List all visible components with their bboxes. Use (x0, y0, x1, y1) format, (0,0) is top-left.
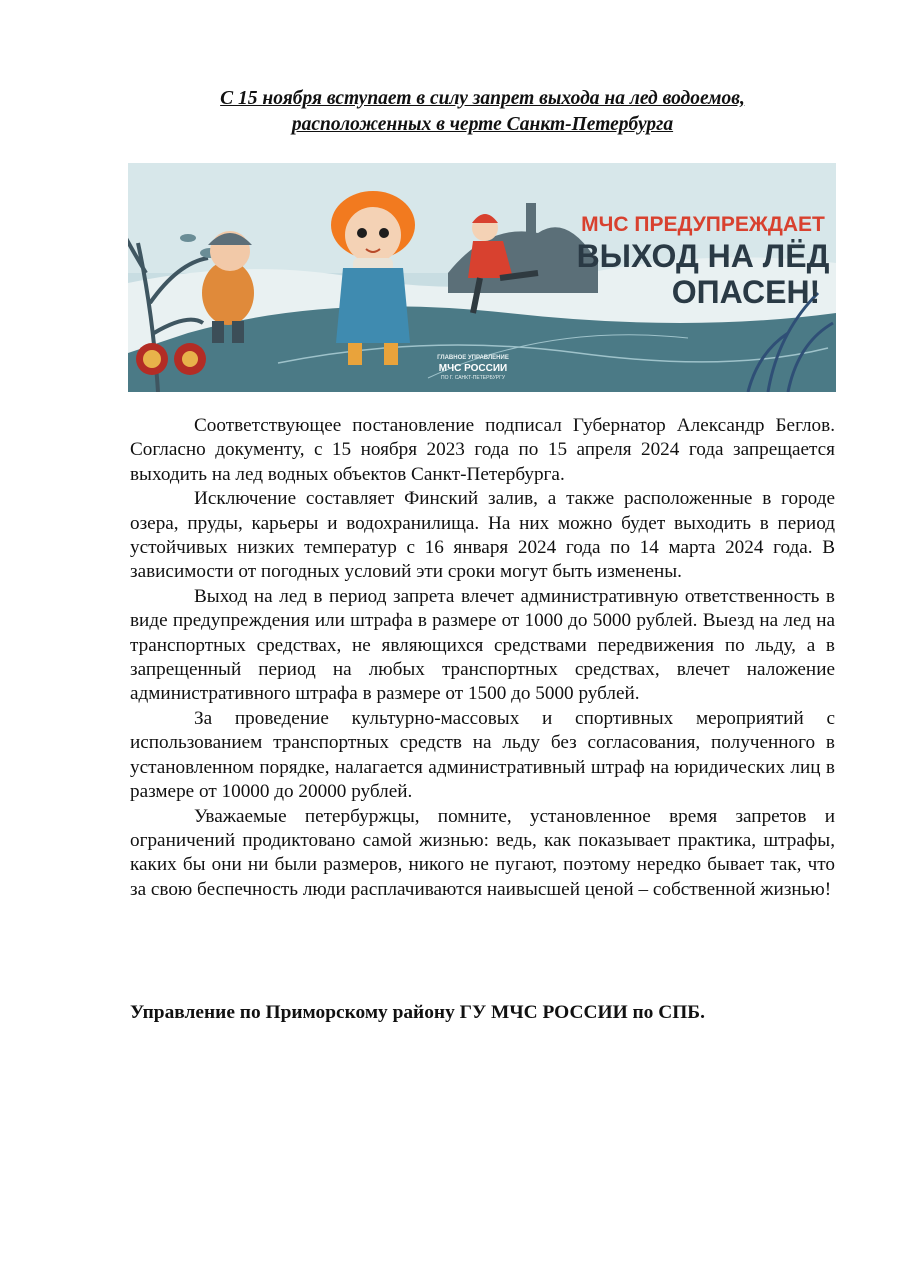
paragraph: Исключение составляет Финский залив, а также расположенные в городе озера, пруды, карьеры и водохранилища. На них можно будет выходить в период устойчивых низких температур с 16 января 2024 года по 14 марта 2024 года. В зависимости от погодных условий эти сроки могут быть изменены. (130, 488, 835, 583)
paragraph: Уважаемые петербуржцы, помните, установленное время запретов и ограничений продиктовано самой жизнью: ведь, как показывает практика, штрафы, каких бы они ни были размеров, никого не пугают, поэтому нередко бывает так, что за свою беспечность люди расплачиваются наивысшей ценой – собственной жизнью! (130, 805, 835, 900)
banner-headline-2: ВЫХОД НА ЛЁД (576, 238, 830, 274)
banner-illustration (128, 163, 836, 392)
document-signature: Управление по Приморскому району ГУ МЧС РОССИИ по СПБ. (130, 1002, 705, 1023)
paragraph: За проведение культурно-массовых и спортивных мероприятий с использованием транспортных средств на льду без согласования, полученного в установленном порядке, налагается административный штраф на юридических лиц в размере от 10000 до 20000 рублей. (130, 707, 835, 803)
banner-headline-3: ОПАСЕН! (671, 274, 821, 310)
banner-logo-line-2: МЧС РОССИИ (438, 363, 508, 374)
banner-headline-1: МЧС ПРЕДУПРЕЖДАЕТ (581, 213, 825, 236)
title-line-2: расположенных в черте Санкт-Петербурга (291, 114, 674, 135)
title-line-1: С 15 ноября вступает в силу запрет выхода на лед водоемов, (220, 88, 745, 109)
paragraph: Выход на лед в период запрета влечет административную ответственность в виде предупреждения или штрафа в размере от 1000 до 5000 рублей. Выезд на лед на транспортных средствах, не являющихся средствами передвижения по льду, а в запрещенный период на любых транспортных средствах, влечет наложение административного штрафа в размере от 1500 до 5000 рублей. (130, 585, 835, 705)
warning-banner (128, 163, 836, 392)
paragraph: Соответствующее постановление подписал Губернатор Александр Беглов. Согласно документу, с 15 ноября 2023 года по 15 апреля 2024 года запрещается выходить на лед водных объектов Санкт-Петербурга. (130, 415, 835, 485)
document-body (130, 414, 835, 902)
banner-logo-line-3: ПО Г. САНКТ-ПЕТЕРБУРГУ (440, 375, 506, 381)
document-title (130, 86, 835, 138)
banner-logo-line-1: ГЛАВНОЕ УПРАВЛЕНИЕ (437, 355, 509, 361)
